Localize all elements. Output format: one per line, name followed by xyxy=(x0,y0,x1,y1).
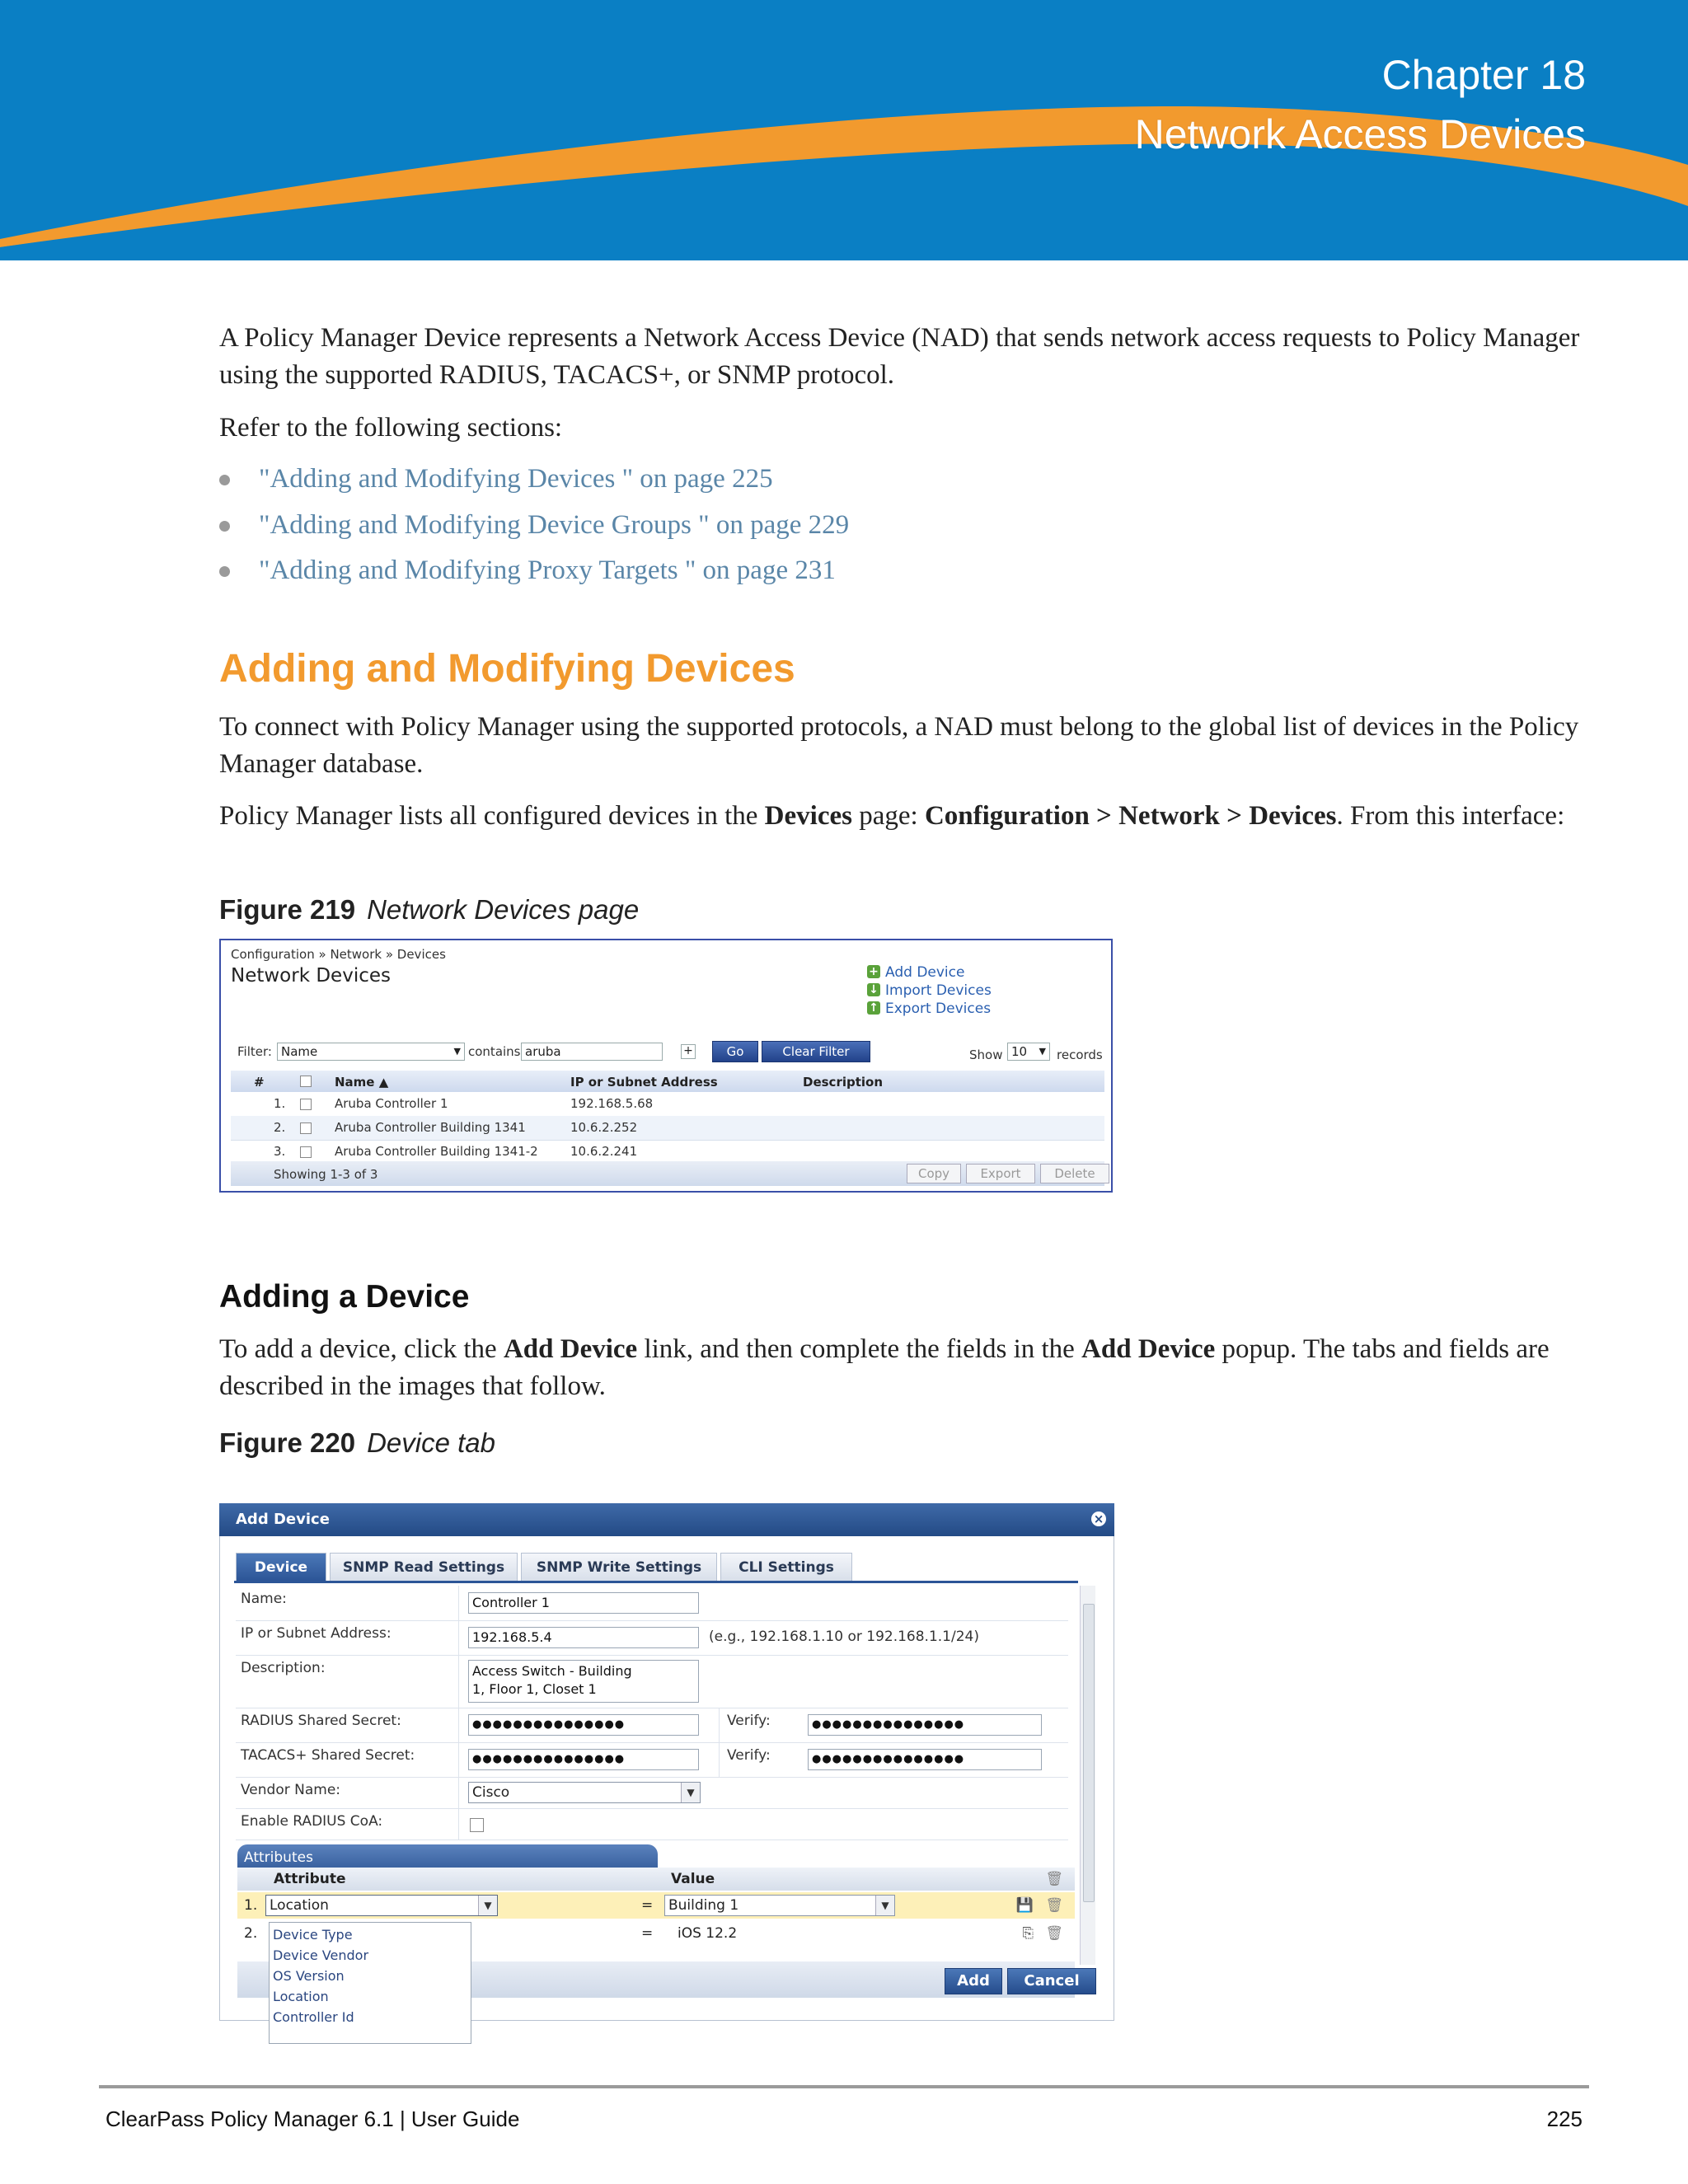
import-devices-link[interactable]: ↓ Import Devices xyxy=(867,982,992,1000)
footer-divider xyxy=(99,2085,1589,2088)
import-icon: ↓ xyxy=(867,983,880,996)
add-device-screenshot xyxy=(219,1503,1114,2025)
row-checkbox[interactable] xyxy=(300,1122,312,1134)
records-label: records xyxy=(1057,1047,1103,1062)
intro-paragraph: A Policy Manager Device represents a Network Access Device (NAD) that sends network access requests to Policy Manager using the supported RADIUS, TACACS+, or SNMP protocol. xyxy=(219,323,1580,390)
attribute-select[interactable]: Location ▼ xyxy=(265,1895,498,1916)
figure-caption: Figure 220 Device tab xyxy=(219,1427,495,1458)
close-icon[interactable]: × xyxy=(1091,1511,1106,1526)
plus-icon: + xyxy=(867,965,880,978)
add-filter-icon[interactable]: + xyxy=(681,1044,696,1059)
dialog-titlebar xyxy=(219,1503,1114,1536)
form-row-radius: RADIUS Shared Secret: ●●●●●●●●●●●●●●● Verify: ●●●●●●●●●●●●●●● xyxy=(236,1708,1068,1743)
select-all-checkbox[interactable] xyxy=(300,1076,312,1087)
chapter-banner xyxy=(0,0,1688,260)
export-devices-link[interactable]: ↑ Export Devices xyxy=(867,1000,992,1018)
trash-icon[interactable]: 🗑 xyxy=(1045,1871,1063,1887)
form-row-ip: IP or Subnet Address: 192.168.5.4 (e.g., 192.168.1.10 or 192.168.1.1/24) xyxy=(236,1620,1068,1656)
name-input[interactable]: Controller 1 xyxy=(468,1592,699,1614)
subsection-heading: Adding a Device xyxy=(219,1279,470,1315)
dropdown-option[interactable]: Location xyxy=(273,1989,329,2004)
export-button[interactable]: Export xyxy=(966,1164,1035,1183)
copy-icon[interactable]: ⎘ xyxy=(1022,1925,1034,1942)
add-device-link[interactable]: + Add Device xyxy=(867,963,992,982)
attributes-header: Attribute Value 🗑 xyxy=(237,1868,1075,1891)
dropdown-option[interactable]: Device Type xyxy=(273,1927,353,1943)
copy-button[interactable]: Copy xyxy=(907,1164,961,1183)
link-adding-devices[interactable]: "Adding and Modifying Devices " on page 225 xyxy=(259,464,773,494)
form-row-name: Name: Controller 1 xyxy=(236,1586,1068,1621)
dropdown-option[interactable]: Device Vendor xyxy=(273,1947,369,1963)
chevron-down-icon: ▼ xyxy=(875,1896,894,1915)
filter-label: Filter: xyxy=(237,1044,272,1059)
form-scrollbar[interactable] xyxy=(1080,1586,1095,1965)
page-title: Network Devices xyxy=(231,965,391,987)
link-adding-proxy-targets[interactable]: "Adding and Modifying Proxy Targets " on page 231 xyxy=(259,555,836,585)
row-checkbox[interactable] xyxy=(300,1099,312,1110)
action-links xyxy=(867,963,992,1018)
tab-underline xyxy=(234,1581,1078,1583)
bullet-icon xyxy=(219,475,230,485)
attribute-dropdown-list xyxy=(269,1922,471,2044)
showing-count: Showing 1-3 of 3 xyxy=(274,1167,378,1182)
network-devices-screenshot xyxy=(219,939,1113,1193)
vendor-select[interactable]: Cisco ▼ xyxy=(468,1782,701,1803)
devices-paragraph: Policy Manager lists all configured devices in the Devices page: Configuration > Network > Devices. From this interface: xyxy=(219,801,1565,831)
figure-caption: Figure 219 Network Devices page xyxy=(219,894,640,925)
bullet-icon xyxy=(219,521,230,532)
form-row-coa: Enable RADIUS CoA: xyxy=(236,1808,1068,1840)
save-icon[interactable]: 💾 xyxy=(1015,1897,1034,1914)
go-button[interactable]: Go xyxy=(712,1041,758,1062)
export-icon: ↑ xyxy=(867,1001,880,1015)
table-header: # Name ▲ IP or Subnet Address Description xyxy=(231,1071,1104,1092)
table-row[interactable]: 2. Aruba Controller Building 1341 10.6.2.252 xyxy=(231,1116,1104,1141)
tab-snmp-write[interactable]: SNMP Write Settings xyxy=(521,1553,717,1581)
radius-secret-input[interactable]: ●●●●●●●●●●●●●●● xyxy=(468,1714,699,1736)
chevron-down-icon: ▼ xyxy=(1039,1046,1046,1057)
form-row-tacacs: TACACS+ Shared Secret: ●●●●●●●●●●●●●●● Verify: ●●●●●●●●●●●●●●● xyxy=(236,1742,1068,1778)
chapter-number: Chapter 18 xyxy=(1381,52,1586,98)
bullet-icon xyxy=(219,566,230,577)
table-row[interactable]: 1. Aruba Controller 1 192.168.5.68 xyxy=(231,1092,1104,1117)
contains-label: contains xyxy=(468,1044,521,1059)
radius-verify-input[interactable]: ●●●●●●●●●●●●●●● xyxy=(808,1714,1042,1736)
tacacs-secret-input[interactable]: ●●●●●●●●●●●●●●● xyxy=(468,1749,699,1770)
chevron-down-icon: ▼ xyxy=(478,1896,497,1915)
clear-filter-button[interactable]: Clear Filter xyxy=(762,1041,870,1062)
filter-field-select[interactable]: Name ▼ xyxy=(277,1043,465,1061)
add-button[interactable]: Add xyxy=(945,1968,1002,1994)
attributes-tab: Attributes xyxy=(237,1844,658,1868)
tab-cli-settings[interactable]: CLI Settings xyxy=(720,1553,852,1581)
coa-checkbox[interactable] xyxy=(470,1818,484,1832)
tab-snmp-read[interactable]: SNMP Read Settings xyxy=(330,1553,518,1581)
refer-paragraph: Refer to the following sections: xyxy=(219,413,563,443)
ip-hint: (e.g., 192.168.1.10 or 192.168.1.1/24) xyxy=(709,1629,979,1645)
chevron-down-icon: ▼ xyxy=(453,1046,461,1057)
trash-icon[interactable]: 🗑 xyxy=(1045,1897,1063,1914)
form-row-description: Description: Access Switch - Building 1, Floor 1, Closet 1 xyxy=(236,1655,1068,1708)
cancel-button[interactable]: Cancel xyxy=(1007,1968,1096,1994)
show-label: Show xyxy=(969,1047,1003,1062)
filter-value-input[interactable]: aruba xyxy=(521,1043,663,1061)
attribute-row[interactable]: 1. Location ▼ = Building 1 ▼ 💾 🗑 xyxy=(237,1892,1075,1919)
link-adding-device-groups[interactable]: "Adding and Modifying Device Groups " on page 229 xyxy=(259,510,850,540)
records-select[interactable]: 10 ▼ xyxy=(1007,1043,1050,1061)
description-textarea[interactable]: Access Switch - Building 1, Floor 1, Closet 1 xyxy=(468,1660,699,1703)
dialog-title: Add Device xyxy=(236,1511,330,1528)
footer-guide-title: ClearPass Policy Manager 6.1 | User Guide xyxy=(106,2107,520,2131)
trash-icon[interactable]: 🗑 xyxy=(1045,1925,1063,1942)
form-row-vendor: Vendor Name: Cisco ▼ xyxy=(236,1777,1068,1809)
delete-button[interactable]: Delete xyxy=(1040,1164,1109,1183)
page-number: 225 xyxy=(1546,2107,1582,2131)
table-row[interactable]: 3. Aruba Controller Building 1341-2 10.6.2.241 xyxy=(231,1140,1104,1165)
chapter-title: Network Access Devices xyxy=(1134,111,1586,157)
table-footer xyxy=(231,1161,1104,1186)
add-device-paragraph: To add a device, click the Add Device link, and then complete the fields in the Add Device popup. The tabs and fields are described in the images that follow. xyxy=(219,1334,1550,1401)
section-heading: Adding and Modifying Devices xyxy=(219,647,795,691)
device-form xyxy=(236,1586,1076,1882)
tacacs-verify-input[interactable]: ●●●●●●●●●●●●●●● xyxy=(808,1749,1042,1770)
attribute-row[interactable]: 2. = iOS 12.2 ⎘ 🗑 xyxy=(244,1925,1063,1942)
value-select[interactable]: Building 1 ▼ xyxy=(664,1895,895,1916)
tab-device[interactable]: Device xyxy=(236,1553,326,1581)
name-column-header[interactable]: Name ▲ xyxy=(335,1075,389,1090)
chevron-down-icon: ▼ xyxy=(681,1783,700,1802)
section-paragraph: To connect with Policy Manager using the supported protocols, a NAD must belong to the global list of devices in the Policy Manager database. xyxy=(219,712,1579,779)
ip-address-input[interactable]: 192.168.5.4 xyxy=(468,1627,699,1648)
breadcrumb: Configuration » Network » Devices xyxy=(231,947,446,962)
row-checkbox[interactable] xyxy=(300,1146,312,1158)
dropdown-option[interactable]: Controller Id xyxy=(273,2009,354,2025)
dropdown-option[interactable]: OS Version xyxy=(273,1968,345,1984)
